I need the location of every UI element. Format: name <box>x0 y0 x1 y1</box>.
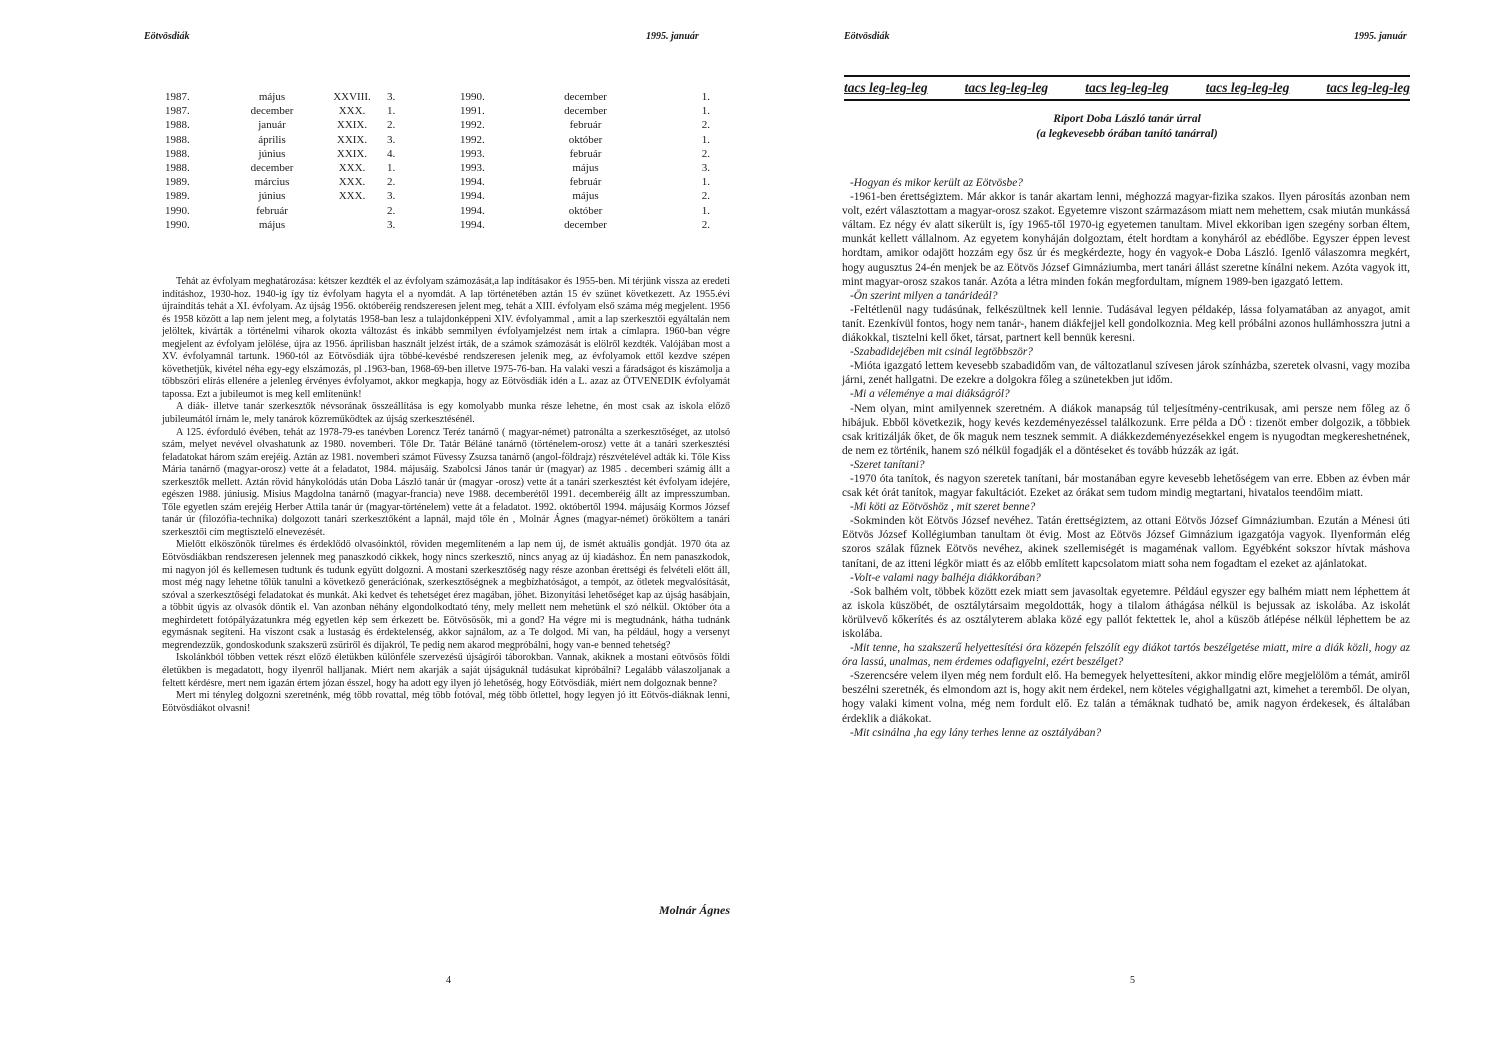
table-row <box>165 118 710 132</box>
table-cell: 1992. <box>460 133 485 146</box>
interview-question: -Mit csinálna ,ha egy lány terhes lenne az osztályában? <box>850 726 1102 739</box>
header-publication: Eötvösdiák <box>844 31 890 42</box>
table-cell: XXVIII. <box>333 91 371 103</box>
table-cell: december <box>564 105 607 118</box>
header-publication: Eötvösdiák <box>144 31 190 42</box>
banner-item: tacs leg-leg-leg <box>964 80 1049 95</box>
interview-answer: -Mióta igazgató lettem kevesebb szabadidőm van, de változatlanul szívesen járok színházba, szeretek olvasni, vagy moziba járni, zenét hallgatni. De ezekre a dolgokra főleg a szünetekben jut időm. <box>842 360 1410 387</box>
page-number: 4 <box>446 975 451 986</box>
paragraph: Mert mi tényleg dolgozni szeretnénk, még több rovattal, még több fotóval, még több ötlettel, hogy legyen jó itt Eötvös-diáknak lenni, Eötvösdiákot olvasni! <box>162 690 730 714</box>
paragraph: Mielőtt elköszönök türelmes és érdeklődő olvasóinktól, röviden megemlíteném a lap nem új, de ismét aktuális gondját. 1970 óta az Eötvösdiákban rendszeresen jelennek meg panaszkodó cikkek, hogy nincs szerkesztő, nincs anyag az új kiadáshoz. Én nem panaszkodok, mi nagyon jól és kellemesen tudtunk és tudunk együtt dolgozni. A mostani szerkesztőség nagy része azonban érettségi és felvételi előtt áll, most még nagy lehetne tőlük tanulni a következő generációnak, szerkesztőségnek a megbízhatóságot, a tempót, az ötletek megvalósítását, szóval a szerkesztőségi feladatokat és munkát. Aki kedvet és tehetséget érez magában, jöhet. Bizonyítási lehetőséget kap az újság hasábjain, a többit úgyis az olvasók döntik el. Van azonban néhány elgondolkodtató tény, mely mellett nem mehetünk el szó nélkül. Október óta a meghirdetett fotópályázatunkra még egyetlen kép sem érkezett be. Eötvösösök, mi a gond? Ha végre mi is megtudnánk, hátha tudnánk egymásnak segíteni. Ha viszont csak a lustaság és érdektelenség, akkor sajnálom, az a Te dolgod. Mi van, ha például, hogy a versenyt megrendezzük, gondoskodunk szakszerű zsűriről és díjakról, Te pedig nem akarod megpróbálni, hogy van-e benned tehetség? <box>162 539 730 651</box>
interview-title <box>844 112 1410 142</box>
table-cell: 4. <box>387 147 396 160</box>
banner-item: tacs leg-leg-leg <box>844 80 928 95</box>
table-cell: 1990. <box>460 91 485 103</box>
table-cell: 1989. <box>165 176 190 189</box>
table-cell: február <box>569 119 602 132</box>
table-row <box>165 175 710 189</box>
table-row <box>165 133 710 147</box>
interview-answer: -1961-ben érettségiztem. Már akkor is tanár akartam lenni, méghozzá magyar-fizika szakos. Ilyen párosítás azonban nem volt, ezért választottam a magyar-orosz szakot. Egyetemre viszont származásom miatt nem mehettem, csak miután munkássá váltam. Ez négy év alatt sikerült is, így 1965-től 1970-ig egyetemen tanultam. Mivel ekkoriban igen szegény sorban éltem, munkát kellett vállalnom. Az egyetem konyháján dolgoztam, ételt hordtam a konyháról az ebédlőbe. Egyszer éppen levest hordtam, amikor odajött hozzám egy ősz úr és megkérdezte, hogy én vagyok-e Doba László. Igenlő válaszomra megkért, hogy augusztus 24-én menjek be az Eötvös József Gimnáziumba, mert tanári állást szeretne kínálni nekem. Azóta vagyok itt, mint magyar-orosz szakos tanár. Azóta a létra minden fokán megfordultam, mígnem 1989-ben igazgató lettem. <box>842 191 1410 288</box>
table-cell: 1994. <box>460 218 485 231</box>
interview-answer: -Sokminden köt Eötvös József nevéhez. Tatán érettségiztem, az ottani Eötvös József Gimnáziumban. Ezután a Ménesi úti Eötvös József Kollégiumban tanultam öt évig. Most az Eötvös József Gimnázium igazgatója vagyok. Ilyenformán elég szoros szálak fűznek Eötvös nevéhez, akinek szellemiségét is magaménak vallom. Egyébként sokszor hívtak máshova tanítani, de az itteni légkör miatt és az előbb említett kapcsolatom miatt soha nem fogadtam el ezeket az ajánlatokat. <box>842 515 1410 570</box>
table-cell: 1. <box>701 105 710 118</box>
table-cell: XXIX. <box>336 147 368 160</box>
banner-item: tacs leg-leg-leg <box>1085 80 1169 95</box>
table-cell: 2. <box>387 176 396 189</box>
table-cell: 1994. <box>460 190 485 203</box>
paragraph: A 125. évforduló évében, tehát az 1978-79-es tanévben Lorencz Teréz tanárnő ( magyar-német) patronálta a szerkesztőséget, az utolsó szám, melyet nevével olvashatunk az 1980. novemberi. Tőle Dr. Tatár Béláné tanárnő (történelem-orosz) vette át a tanári szerkesztési feladatokat három szám erejéig. Aztán az 1981. novemberi számot Füvessy Zsuzsa tanárnő (angol-földrajz) részvételével adták ki. Tőle Kiss Mária tanárnő (magyar-orosz) vette át a feladatot, 1984. májusáig. Szabolcsi János tanár úr (magyar) az 1985 . decemberi számig állt a szerkesztők mellett. Aztán rövid hánykolódás után Doba László tanár úr (magyar -orosz) vette át a tanári szerkesztést két évfolyam idejére, egészen 1988. júniusig. Misius Magdolna tanárnő (magyar-francia) neve 1988. decemberétől 1991. decemberéig állt az impresszumban. Tőle egyetlen szám erejéig Herber Attila tanár úr (magyar-történelem) vette át a feladatot. 1992. októbertől 1994. májusáig Kormos József tanár úr (filozófia-technika) dolgozott tanári szerkesztőként a lapnál, majd tőle én , Molnár Ágnes (magyar-német) örököltem a tanári szerkesztői cím megtisztelő elnevezését. <box>162 426 730 538</box>
table-cell: XXX. <box>338 162 366 175</box>
interview-answer: -1970 óta tanítok, és nagyon szeretek tanítani, bár mostanában egyre kevesebb lehetőségem van erre. Ebben az évben már csak két órát tanítok, magyar fakultációt. Ezeket az órákat sem tudom mindig megtartani, hivatalos teendőim miatt. <box>842 472 1410 500</box>
table-cell: 1. <box>387 162 396 175</box>
header-date: 1995. január <box>1354 31 1407 42</box>
interview-question: -Mit tenne, ha szakszerű helyettesítési óra közepén felszólít egy diákot tartós beszélgetése miatt, mire a diák közli, hogy az óra lassú, unalmas, nem érdemes odafigyelni, ezért beszélget? <box>842 642 1410 669</box>
interview-question: -Mi a véleménye a mai diákságról? <box>850 388 1010 401</box>
table-cell: 1988. <box>165 119 190 132</box>
table-cell: december <box>564 218 607 231</box>
table-cell: 2. <box>701 119 710 132</box>
table-cell: 2. <box>387 119 396 132</box>
tacs-banner <box>844 75 1410 101</box>
table-cell: 1987. <box>165 91 190 103</box>
table-cell: XXX. <box>338 176 366 189</box>
table-cell: december <box>250 105 294 118</box>
table-cell: XXIX. <box>336 119 368 132</box>
interview-answer: -Feltétlenül nagy tudásúnak, felkészültnek kell lennie. Tudásával legyen példakép, lássa folyamatában az anyagot, amit tanít. Ezenkívül fontos, hogy nem tanár-, hanem diákfejjel kell gondolkoznia. Meg kell próbálni azonos hullámhosszra jutni a diákokkal, tisztelni kell őket, társat, partnert kell bennük keresni. <box>842 303 1410 345</box>
table-cell: május <box>572 190 599 203</box>
header-date: 1995. január <box>646 31 699 42</box>
paragraph: Tehát az évfolyam meghatározása: kétszer kezdték el az évfolyam számozását,a lap indításakor és 1955-ben. Mi térjünk vissza az eredeti indításhoz, 1930-hoz. 1940-ig így tíz évfolyam hagyta el a nyomdát. A lap történetében aztán 15 év szünet következett. Az 1955.évi újraindítás tehát a XI. évfolyam. Az újság 1956. októberéig rendszeresen jelent meg, tehát a XIII. évfolyam első száma még megjelent. 1956 és 1958 között a lap nem jelent meg, a folytatás 1958-ban lesz a tulajdonképpeni XIV. évfolyammal , amit a lap szerkesztői egyáltalán nem jelöltek, kivárták a történelmi viharok okozta változást és inkább semmilyen évfolyamjelzést nem írtak a címlapra. 1960-ban végre megjelent az évfolyam jelölése, újra az 1956. áprilisban használt jelzést írták, de a számok számozását is elölről kezdték. Valójában most a XV. évfolyamnál tartunk. 1960-tól az Eötvösdiák újra többé-kevésbé rendszeresen jelenik meg, az évfolyamok ettől kezdve szépen követhetjük, kivétel néha egy-egy elszámozás, pl .1963-ban, 1968-69-ben illetve 1975-76-ban. Ha valaki veszi a fáradságot és kiszámolja a többszöri elírás ellenére a jelenleg érvényes évfolyamot, akkor megkapja, hogy az Eötvösdiák idén a L. azaz az ÖTVENEDIK évfolyamát tapossa. Ezt a jubileumot is meg kell említenünk! <box>162 276 730 400</box>
table-cell: 1989. <box>165 190 190 203</box>
table-cell: december <box>564 91 607 103</box>
table-cell: május <box>572 162 599 175</box>
interview-question: -Mi köti az Eötvöshöz , mit szeret benne? <box>850 501 1036 514</box>
table-cell: 1987. <box>165 105 190 118</box>
interview-title-line1: Riport Doba László tanár úrral <box>1053 113 1201 125</box>
interview-question: -Hogyan és mikor került az Eötvösbe? <box>850 177 1023 189</box>
table-cell: február <box>569 176 602 189</box>
article-body <box>162 276 730 715</box>
table-cell: 3. <box>387 218 396 231</box>
table-row <box>165 90 710 104</box>
left-page <box>0 0 744 1050</box>
table-cell: 1992. <box>460 119 485 132</box>
table-cell: február <box>256 204 288 217</box>
banner-item: tacs leg-leg-leg <box>1326 80 1410 95</box>
table-cell: 1. <box>701 133 710 146</box>
interview-question: -Szabadidejében mit csinál legtöbbször? <box>850 346 1033 359</box>
table-cell: 1993. <box>460 162 485 175</box>
table-cell: június <box>258 147 286 160</box>
table-cell: 1994. <box>460 176 485 189</box>
table-cell: 1990. <box>165 218 190 231</box>
table-cell: 2. <box>701 190 710 203</box>
interview-question: -Szeret tanítani? <box>850 458 925 471</box>
table-cell: XXX. <box>338 190 366 203</box>
table-cell: 1988. <box>165 147 190 160</box>
table-row <box>165 218 710 232</box>
interview-question: -Volt-e valami nagy balhéja diákkorában? <box>850 571 1041 584</box>
paragraph: A diák- illetve tanár szerkesztők névsorának összeállítása is egy komolyabb munka része lehetne, én most csak az iskola előző jubileumától írnám le, mely tanárok közreműködtek az újság szerkesztésénél. <box>162 401 730 426</box>
page-number: 5 <box>1130 975 1135 986</box>
table-cell: 1993. <box>460 147 485 160</box>
table-cell <box>317 204 387 218</box>
table-cell: 1988. <box>165 162 190 175</box>
table-cell: 2. <box>701 147 710 160</box>
interview-answer: -Szerencsére velem ilyen még nem fordult elő. Ha bemegyek helyettesíteni, akkor mindig előre megjelölöm a témát, amiről beszélni szeretnék, és elmondom azt is, hogy akit nem érdekel, nem köteles végighallgatni azt, kimehet a teremből. De olyan, hogy valaki kiment volna, még nem fordult elő. Ez talán a témáknak tudható be, amik nagyon érdekesek, és általában érdeklik a diákokat. <box>842 670 1410 725</box>
table-cell: 2. <box>701 218 710 231</box>
table-cell: 1. <box>701 91 710 103</box>
table-cell: május <box>258 218 286 231</box>
interview-title-line2: (a legkevesebb órában tanító tanárral) <box>1036 128 1218 140</box>
banner-item: tacs leg-leg-leg <box>1205 80 1290 95</box>
table-row <box>165 161 710 175</box>
table-row <box>165 147 710 161</box>
right-page <box>748 0 1489 1050</box>
author-signature: Molnár Ágnes <box>658 903 730 917</box>
table-cell: 1. <box>701 204 710 217</box>
table-cell: 1. <box>701 176 710 189</box>
interview-answer: -Nem olyan, mint amilyennek szeretném. A diákok manapság túl teljesítmény-centrikusak, ami persze nem főleg az ő hibájuk. Ebből következik, hogy kevés kezdeményezéssel találkozunk. Erre példa a DÖ : tizenöt ember dolgozik, a többiek csak kritizálják őket, de ők maguk nem tesznek semmit. A diákkezdeményezésekkel engem is nyugodtan megkereshetnének, de nem ez történik, hanem szó nélkül fogadják el a döntéseket és tovább húzzák az igát. <box>842 402 1410 457</box>
table-cell: 3. <box>387 91 396 103</box>
table-cell <box>317 218 387 232</box>
table-cell: 1990. <box>165 204 190 217</box>
table-cell: december <box>250 162 294 175</box>
table-row <box>165 204 710 218</box>
table-cell: 1988. <box>165 133 190 146</box>
table-cell: XXX. <box>338 105 366 118</box>
table-cell: március <box>254 176 290 189</box>
table-cell: 1. <box>387 105 396 118</box>
table-cell: október <box>568 133 603 146</box>
interview-body <box>842 176 1410 740</box>
table-cell: 1991. <box>460 105 485 118</box>
table-cell: április <box>258 133 286 146</box>
issue-table <box>165 90 710 232</box>
table-cell: 3. <box>701 162 710 175</box>
interview-answer: -Sok balhém volt, többek között ezek miatt sem javasoltak egyetemre. Például egyszer egy balhém miatt nem léphettem át az iskola küszöbét, de osztálytársaim megoldották, hogy a tilalom áthágása nélkül is bejussak az iskolába. Az iskolát körülvevő kőkerítés és az osztályterem ablaka közé egy pallót fektettek le, ahol a küszöb átlépése nélkül léphettem be az iskolába. <box>842 585 1410 640</box>
table-cell: XXIX. <box>336 133 368 146</box>
table-cell: május <box>258 91 286 103</box>
table-cell: január <box>258 119 286 132</box>
table-cell: 3. <box>387 190 396 203</box>
table-row <box>165 104 710 118</box>
table-cell: február <box>569 147 602 160</box>
table-cell: 3. <box>387 133 396 146</box>
paragraph: Iskolánkból többen vettek részt előző életükben különféle szervezésű újságírói táborokban. Vannak, akiknek a mostani eötvösös földi életükben is megadatott, hogy ilyenről halljanak. Miért nem akarják a saját újságuknál tudásukat kipróbálni? Legalább válaszoljanak a feltett kérdésre, mert nem igazán értem józan ésszel, hogy ha adott egy ilyen jó lehetőség, hogy Eötvösdiák, miért nem dolgoznak benne? <box>162 652 730 689</box>
table-row <box>165 189 710 203</box>
table-cell: október <box>568 204 603 217</box>
table-cell: 1994. <box>460 204 485 217</box>
table-cell: június <box>258 190 286 203</box>
table-cell: 2. <box>387 204 396 217</box>
interview-question: -Ön szerint milyen a tanárideál? <box>850 289 998 302</box>
